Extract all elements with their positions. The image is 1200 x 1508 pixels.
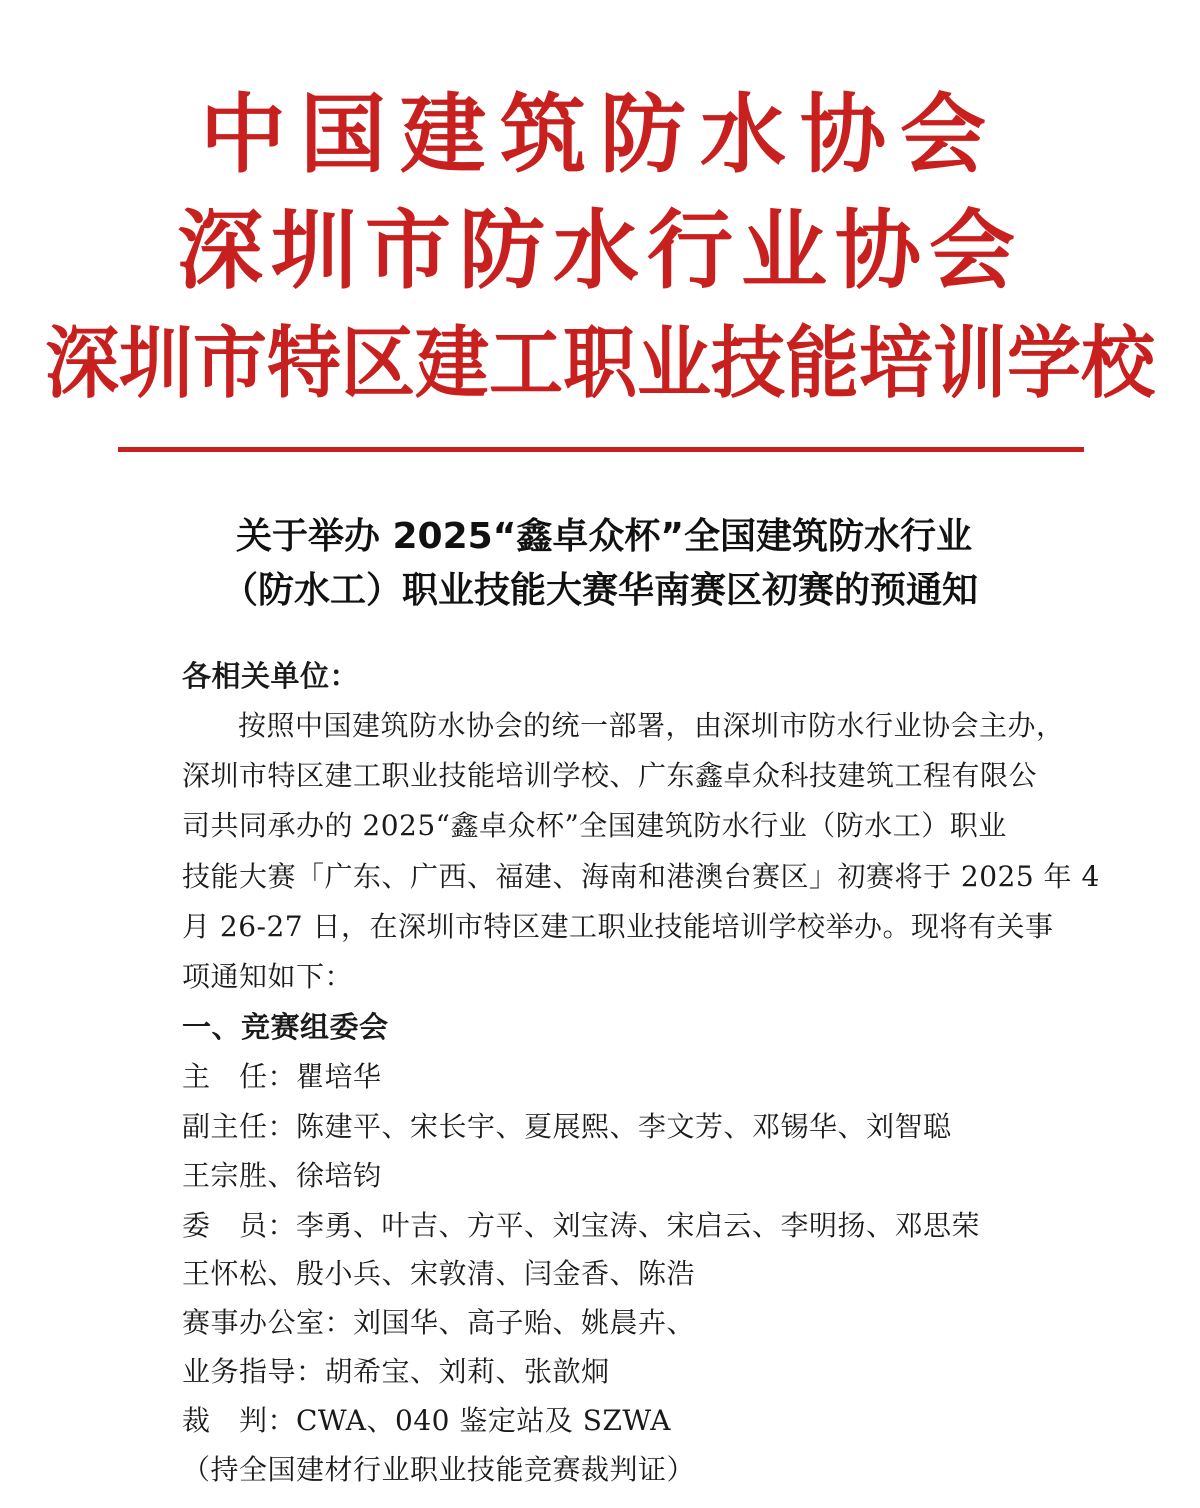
committee-line: 赛事办公室：刘国华、高子贻、姚晨卉、 [182, 1306, 696, 1339]
committee-line: 王怀松、殷小兵、宋敦清、闫金香、陈浩 [182, 1257, 696, 1290]
salutation: 各相关单位： [182, 659, 360, 693]
letterhead-org-1: 中国建筑防水协会 [200, 84, 1000, 185]
paragraph-line: 技能大赛「广东、广西、福建、海南和港澳台赛区」初赛将于 2025 年 4 [182, 860, 1100, 893]
paragraph-line: 深圳市特区建工职业技能培训学校、广东鑫卓众科技建筑工程有限公 [182, 759, 1038, 792]
committee-line: 主 任：瞿培华 [182, 1060, 382, 1093]
committee-line: 委 员：李勇、叶吉、方平、刘宝涛、宋启云、李明扬、邓思荣 [182, 1209, 981, 1242]
committee-line: 王宗胜、徐培钧 [182, 1159, 382, 1192]
committee-line: （持全国建材行业职业技能竞赛裁判证） [182, 1453, 696, 1486]
paragraph-line: 司共同承办的 2025“鑫卓众杯”全国建筑防水行业（防水工）职业 [182, 809, 1007, 842]
letterhead-divider [118, 447, 1084, 452]
notice-title-line-2: （防水工）职业技能大赛华南赛区初赛的预通知 [221, 570, 978, 611]
notice-title-line-1: 关于举办 2025“鑫卓众杯”全国建筑防水行业 [235, 516, 973, 557]
paragraph-line: 按照中国建筑防水协会的统一部署，由深圳市防水行业协会主办， [238, 709, 1065, 742]
committee-line: 裁 判：CWA、040 鉴定站及 SZWA [182, 1404, 672, 1437]
paragraph-line: 月 26-27 日，在深圳市特区建工职业技能培训学校举办。现将有关事 [182, 910, 1054, 943]
committee-line: 业务指导：胡希宝、刘莉、张歆炯 [182, 1355, 610, 1388]
letterhead-org-2: 深圳市防水行业协会 [177, 200, 1023, 301]
letterhead-org-3: 深圳市特区建工职业技能培训学校 [45, 318, 1155, 410]
paragraph-line: 项通知如下： [182, 960, 354, 993]
committee-line: 副主任：陈建平、宋长宇、夏展熙、李文芳、邓锡华、刘智聪 [182, 1110, 952, 1143]
section-heading: 一、竞赛组委会 [182, 1010, 389, 1044]
